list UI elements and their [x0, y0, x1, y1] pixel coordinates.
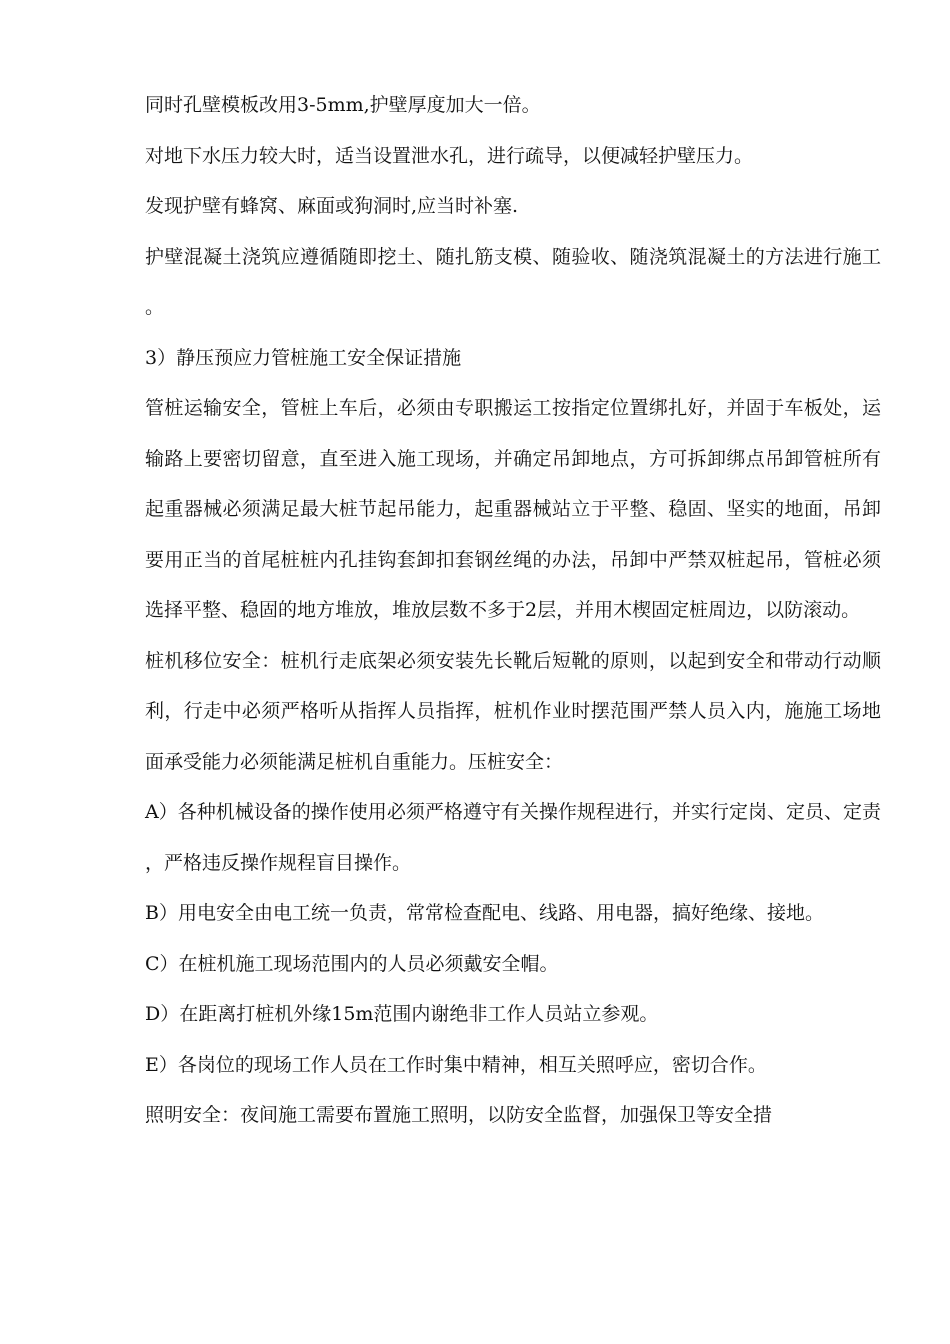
list-item-a: A）各种机械设备的操作使用必须严格遵守有关操作规程进行，并实行定岗、定员、定责，严格违反操作规程盲目操作。	[145, 801, 881, 874]
paragraph-pile-transport-safety: 管桩运输安全，管桩上车后，必须由专职搬运工按指定位置绑扎好，并固于车板处，运输路上要密切留意，直至进入施工现场，并确定吊卸地点，方可拆卸绑点吊卸管桩所有起重器械必须满足最大桩节起吊能力，起重器械站立于平整、稳固、坚实的地面，吊卸要用正当的首尾桩桩内孔挂钩套卸扣套钢丝绳的办法，吊卸中严禁双桩起吊，管桩必须选择平整、稳固的地方堆放，堆放层数不多于2层，并用木楔固定桩周边，以防滚动。	[145, 397, 881, 621]
list-item-b: B）用电安全由电工统一负责，常常检查配电、线路、用电器，搞好绝缘、接地。	[145, 902, 824, 924]
paragraph-pile-machine-relocation: 桩机移位安全：桩机行走底架必须安装先长靴后短靴的原则，以起到安全和带动行动顺利，行走中必须严格听从指挥人员指挥，桩机作业时摆范围严禁人员入内，施施工场地面承受能力必须能满足桩机自重能力。压桩安全：	[145, 649, 881, 773]
paragraph-retaining-wall-pouring: 护壁混凝土浇筑应遵循随即挖土、随扎筋支模、随验收、随浇筑混凝土的方法进行施工。	[145, 245, 881, 318]
paragraph-drain-holes: 对地下水压力较大时，适当设置泄水孔，进行疏导，以便减轻护壁压力。	[145, 144, 754, 167]
list-item-c: C）在桩机施工现场范围内的人员必须戴安全帽。	[145, 952, 559, 975]
paragraph-hole-wall-formwork: 同时孔壁模板改用3-5mm,护壁厚度加大一倍。	[145, 94, 541, 116]
paragraph-honeycomb-repair: 发现护壁有蜂窝、麻面或狗洞时,应当时补塞.	[145, 195, 519, 217]
list-item-d: D）在距离打桩机外缘15m范围内谢绝非工作人员站立参观。	[145, 1003, 659, 1025]
list-item-e: E）各岗位的现场工作人员在工作时集中精神，相互关照呼应，密切合作。	[145, 1053, 767, 1076]
paragraph-lighting-safety: 照明安全：夜间施工需要布置施工照明，以防安全监督，加强保卫等安全措	[145, 1104, 773, 1126]
document-body	[145, 80, 881, 1141]
section-heading-pile-safety: 3）静压预应力管桩施工安全保证措施	[145, 346, 462, 369]
